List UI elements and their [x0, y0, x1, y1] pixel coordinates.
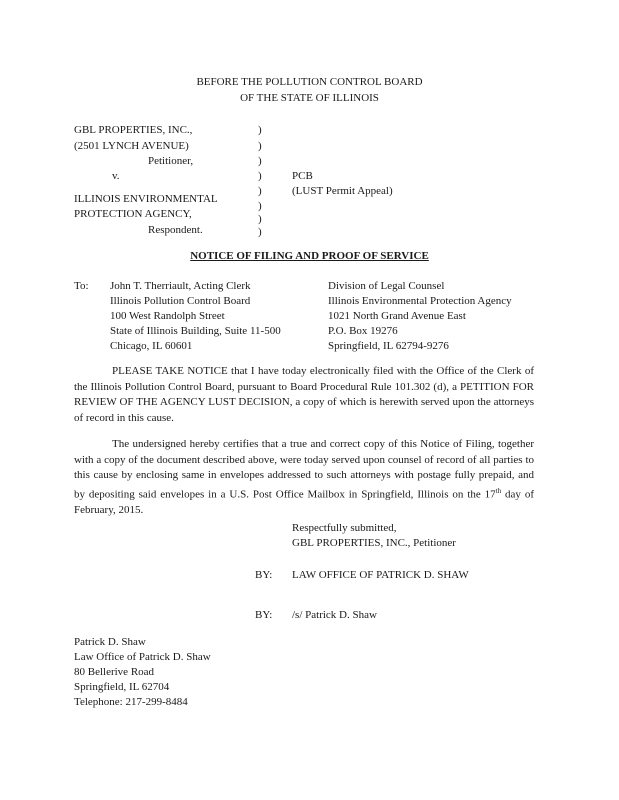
contact-line: Law Office of Patrick D. Shaw: [74, 651, 211, 663]
to-label: To:: [74, 280, 89, 292]
caption-versus: v.: [112, 170, 120, 182]
address-right-line: 1021 North Grand Avenue East: [328, 310, 466, 322]
certification-date-suffix: th: [495, 486, 502, 495]
certification-text-end: day of February, 2015.: [74, 488, 535, 516]
address-left-line: Illinois Pollution Control Board: [110, 295, 251, 307]
certification-text: The undersigned hereby certifies that a true and correct copy of this Notice of Filing, together with a copy of the document described above, were today served upon counsel of record of all parties to this cause by enclosing same in envelopes addressed to such attorneys with postage fully prepaid, and by depositing said envelopes in a U.S. Post Office Mailbox in Springfield, Illinois on the 17: [74, 438, 534, 501]
address-right-line: P.O. Box 19276: [328, 325, 398, 337]
caption-paren: ): [258, 226, 262, 238]
court-heading-line2: OF THE STATE OF ILLINOIS: [240, 92, 379, 104]
caption-paren: ): [258, 140, 262, 152]
notice-paragraph-text: PLEASE TAKE NOTICE that I have today electronically filed with the Office of the Clerk of the Illinois Pollution Control Board, pursuant to Board Procedural Rule 101.302 (d), a PETITION FOR REVIEW OF THE AGENCY LUST DECISION, a copy of which is herewith served upon the attorneys of record in this cause.: [74, 365, 534, 424]
certification-paragraph: [74, 437, 534, 518]
by-label: BY:: [255, 569, 273, 581]
address-left-line: John T. Therriault, Acting Clerk: [110, 280, 251, 292]
law-office-name: LAW OFFICE OF PATRICK D. SHAW: [292, 569, 469, 581]
caption-paren: ): [258, 185, 262, 197]
caption-paren: ): [258, 200, 262, 212]
notice-paragraph: [74, 364, 534, 426]
court-heading-line1: BEFORE THE POLLUTION CONTROL BOARD: [196, 76, 423, 88]
caption-petitioner-name: GBL PROPERTIES, INC.,: [74, 124, 193, 136]
address-left-line: State of Illinois Building, Suite 11-500: [110, 325, 281, 337]
address-left-line: 100 West Randolph Street: [110, 310, 225, 322]
caption-petitioner-role: Petitioner,: [148, 155, 194, 167]
caption-respondent-name2: PROTECTION AGENCY,: [74, 208, 192, 220]
address-left-line: Chicago, IL 60601: [110, 340, 193, 352]
caption-respondent-role: Respondent.: [148, 224, 203, 236]
caption-respondent-name1: ILLINOIS ENVIRONMENTAL: [74, 193, 218, 205]
caption-appeal-type: (LUST Permit Appeal): [292, 185, 393, 197]
respectfully-submitted: Respectfully submitted,: [292, 522, 397, 534]
contact-telephone: Telephone: 217-299-8484: [74, 696, 188, 708]
address-right-line: Division of Legal Counsel: [328, 280, 445, 292]
address-right-line: Springfield, IL 62794-9276: [328, 340, 449, 352]
address-right-line: Illinois Environmental Protection Agency: [328, 295, 512, 307]
caption-petitioner-address: (2501 LYNCH AVENUE): [74, 140, 189, 152]
by-label: BY:: [255, 609, 273, 621]
caption-paren: ): [258, 170, 262, 182]
electronic-signature: /s/ Patrick D. Shaw: [292, 609, 377, 621]
document-title: NOTICE OF FILING AND PROOF OF SERVICE: [190, 250, 429, 262]
signature-party: GBL PROPERTIES, INC., Petitioner: [292, 537, 456, 549]
contact-line: 80 Bellerive Road: [74, 666, 155, 678]
contact-line: Patrick D. Shaw: [74, 636, 146, 648]
caption-paren: ): [258, 213, 262, 225]
contact-line: Springfield, IL 62704: [74, 681, 170, 693]
caption-pcb: PCB: [292, 170, 313, 182]
caption-paren: ): [258, 124, 262, 136]
caption-paren: ): [258, 155, 262, 167]
